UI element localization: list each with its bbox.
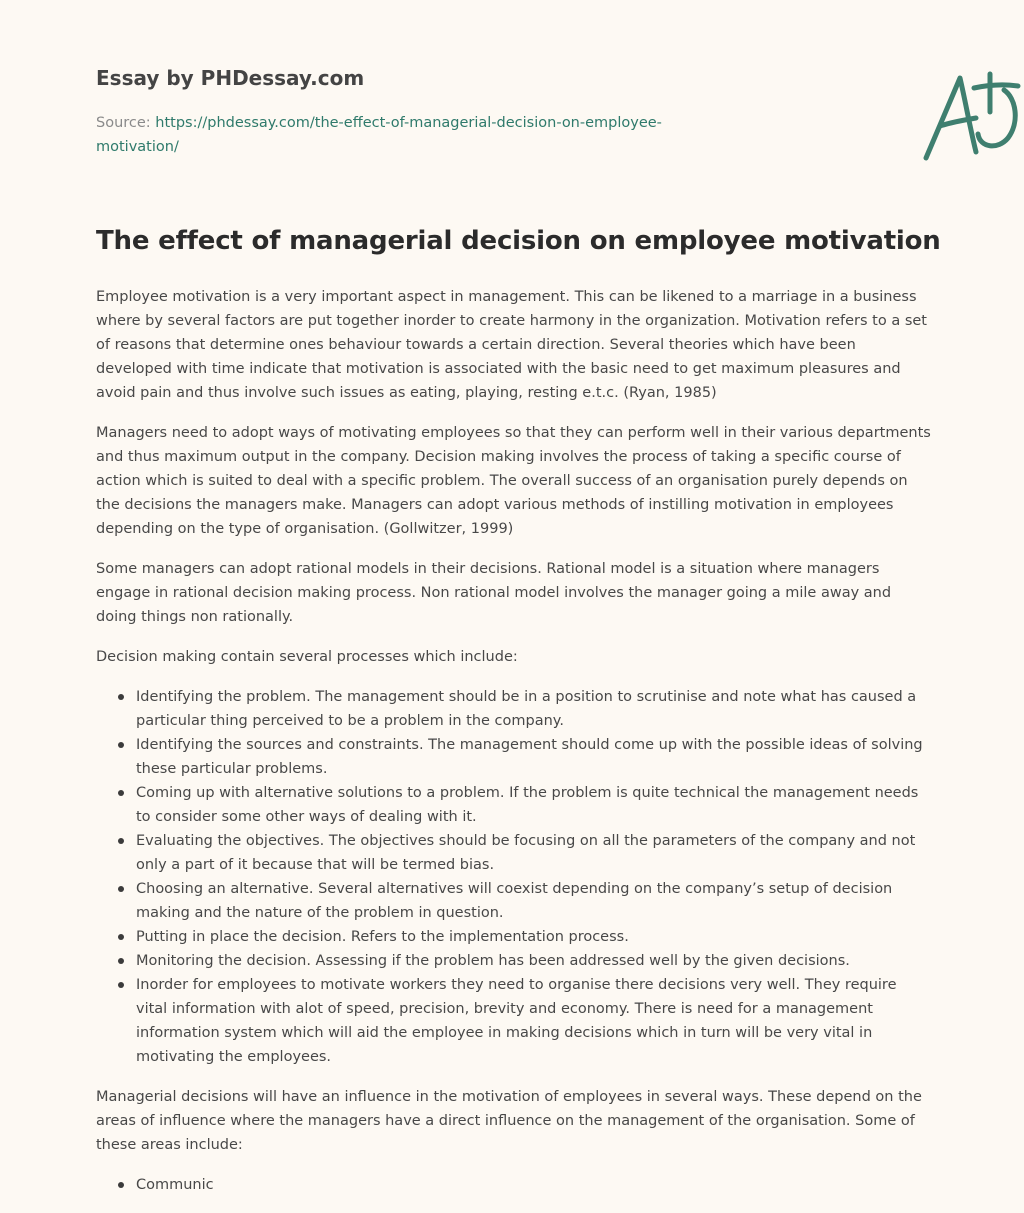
- list-item: Coming up with alternative solutions to a problem. If the problem is quite technical the management needs to consider some other ways of dealing with it.: [136, 781, 932, 829]
- essay-body: [96, 285, 932, 1213]
- list-item: Monitoring the decision. Assessing if the problem has been addressed well by the given decisions.: [136, 949, 932, 973]
- paragraph: Decision making contain several processes which include:: [96, 649, 518, 665]
- list-item: Identifying the sources and constraints. The management should come up with the possible ideas of solving these particular problems.: [136, 733, 932, 781]
- source-link[interactable]: https://phdessay.com/the-effect-of-managerial-decision-on-employee-motivation/: [96, 115, 662, 155]
- list-item: Evaluating the objectives. The objectives should be focusing on all the parameters of the company and not only a part of it because that will be termed bias.: [136, 829, 932, 877]
- influence-areas-list: [96, 1173, 932, 1197]
- list-item: Communic: [136, 1173, 932, 1197]
- paragraph: Managers need to adopt ways of motivating employees so that they can perform well in their various departments and thus maximum output in the company. Decision making involves the process of taking a specific course of action which is suited to deal with a specific problem. The overall success of an organisation purely depends on the decisions the managers make. Managers can adopt various methods of instilling motivation in employees depending on the type of organisation. (Gollwitzer, 1999): [96, 425, 931, 537]
- list-item: Inorder for employees to motivate workers they need to organise there decisions very well. They require vital information with alot of speed, precision, brevity and economy. There is need for a management information system which will aid the employee in making decisions which in turn will be very vital in motivating the employees.: [136, 973, 932, 1069]
- source-label: Source:: [96, 115, 156, 131]
- list-item: Choosing an alternative. Several alternatives will coexist depending on the company’s setup of decision making and the nature of the problem in question.: [136, 877, 932, 925]
- brand-name: Essay by PHDessay.com: [96, 66, 365, 90]
- essay-title: The effect of managerial decision on employee motivation: [96, 226, 941, 256]
- source-line: [96, 111, 716, 159]
- decision-process-list: [96, 685, 932, 1069]
- paragraph: Employee motivation is a very important aspect in management. This can be likened to a marriage in a business where by several factors are put together inorder to create harmony in the organization. Motivation refers to a set of reasons that determine ones behaviour towards a certain direction. Several theories which have been developed with time indicate that motivation is associated with the basic need to get maximum pleasures and avoid pain and thus involve such issues as eating, playing, resting e.t.c. (Ryan, 1985): [96, 289, 927, 401]
- list-item: Identifying the problem. The management should be in a position to scrutinise and note what has caused a particular thing perceived to be a problem in the company.: [136, 685, 932, 733]
- list-item: Putting in place the decision. Refers to the implementation process.: [136, 925, 932, 949]
- a-plus-logo-icon: [918, 68, 1024, 168]
- paragraph: Some managers can adopt rational models in their decisions. Rational model is a situation where managers engage in rational decision making process. Non rational model involves the manager going a mile away and doing things non rationally.: [96, 561, 892, 625]
- paragraph: Managerial decisions will have an influence in the motivation of employees in several ways. These depend on the areas of influence where the managers have a direct influence on the management of the organisation. Some of these areas include:: [96, 1089, 922, 1153]
